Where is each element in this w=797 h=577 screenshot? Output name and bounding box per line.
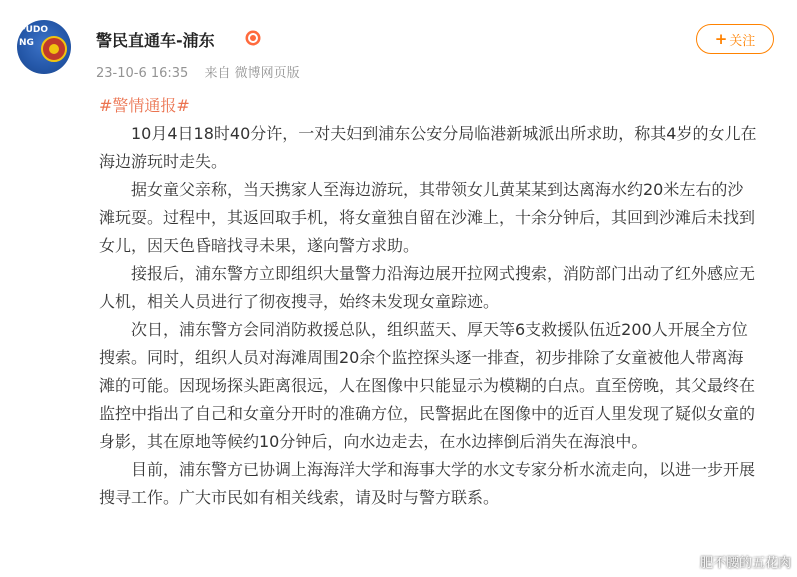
post-source: 来自 微博网页版	[204, 66, 300, 81]
follow-button[interactable]	[696, 24, 774, 54]
avatar-text: PUDONG	[19, 25, 49, 48]
follow-label: 关注	[729, 33, 756, 49]
paragraph: 接报后，浦东警方立即组织大量警力沿海边展开拉网式搜索，消防部门出动了红外感应无人机，相关人员进行了彻夜搜寻，始终未发现女童踪迹。	[99, 264, 756, 311]
post-date[interactable]: 23-10-6 16:35	[96, 66, 189, 81]
watermark: 肥不腰的五花肉	[699, 556, 791, 571]
paragraph: 次日，浦东警方会同消防救援总队，组织蓝天、厚天等6支救援队伍近200人开展全方位搜索。同时，组织人员对海滩周围20余个监控探头逐一排查，初步排除了女童被他人带离海滩的可能。因现场探头距离很远，人在图像中只能显示为模糊的白点。直至傍晚，其父最终在监控中指出了自己和女童分开时的准确方位，民警据此在图像中的近百人里发现了疑似女童的身影，其在原地等候约10分钟后，向水边走去，在水边摔倒后消失在海浪中。	[99, 320, 756, 451]
paragraph: 据女童父亲称，当天携家人至海边游玩，其带领女儿黄某某到达离海水约20米左右的沙滩玩耍。过程中，其返回取手机，将女童独自留在沙滩上，十余分钟后，其回到沙滩后未找到女儿，因天色昏暗找寻未果，遂向警方求助。	[99, 180, 756, 255]
author-name[interactable]: 警民直通车-浦东	[96, 31, 215, 50]
police-badge-icon	[245, 30, 261, 46]
post-meta	[96, 62, 312, 81]
topic-tag[interactable]: #警情通报#	[99, 96, 190, 115]
paragraph: 目前，浦东警方已协调上海海洋大学和海事大学的水文专家分析水流走向，以进一步开展搜寻工作。广大市民如有相关线索，请及时与警方联系。	[99, 460, 756, 507]
police-emblem-icon	[41, 36, 67, 62]
paragraph: 10月4日18时40分许，一对夫妇到浦东公安分局临港新城派出所求助，称其4岁的女儿在海边游玩时走失。	[99, 124, 757, 171]
avatar[interactable]	[17, 20, 71, 74]
post-content	[99, 92, 759, 512]
plus-icon: +	[714, 30, 728, 48]
